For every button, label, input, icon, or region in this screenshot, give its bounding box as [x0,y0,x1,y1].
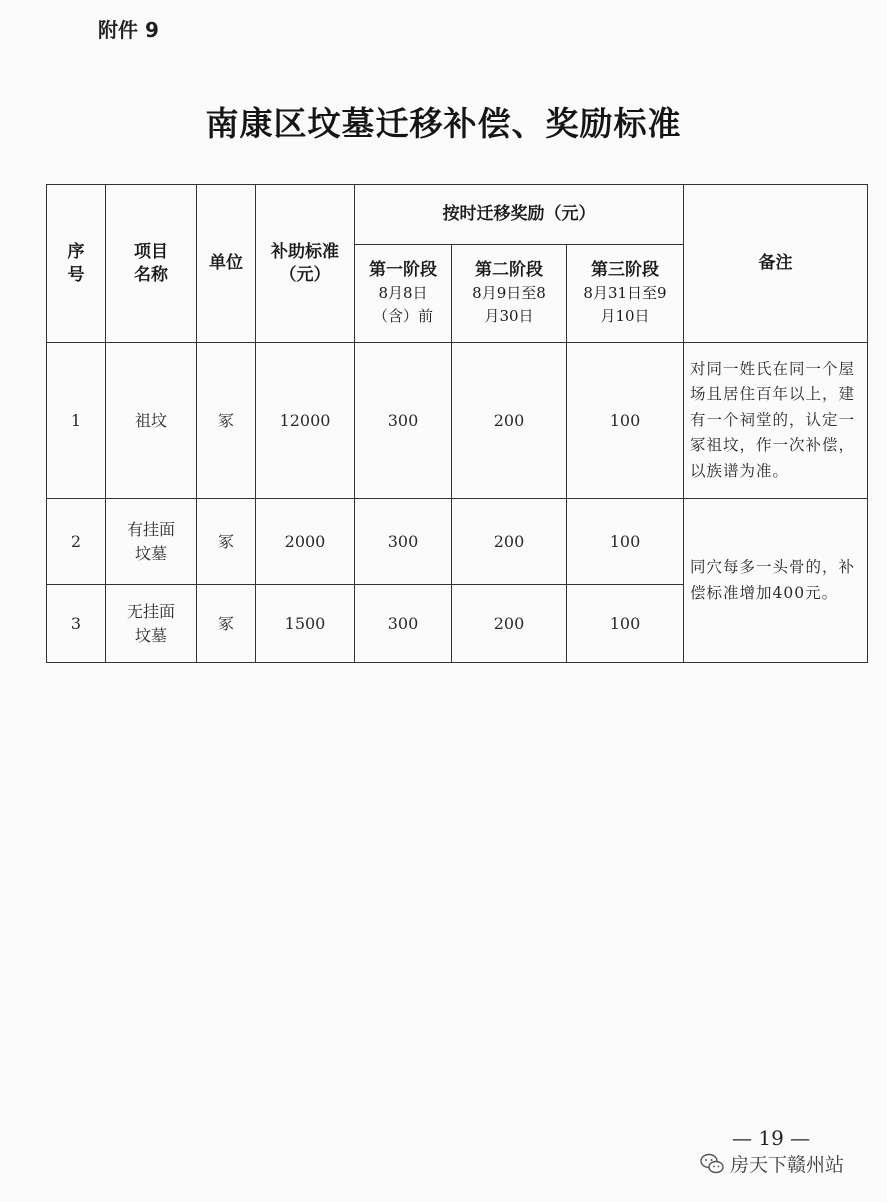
row2-stage3: 100 [567,499,684,585]
row3-stage2: 200 [452,585,567,663]
row3-stage1: 300 [355,585,452,663]
header-stage2 [452,245,567,343]
header-remarks: 备注 [684,185,868,343]
attachment-label: 附件 9 [98,18,159,42]
wechat-icon [700,1153,724,1175]
row1-stage1: 300 [355,343,452,499]
row1-item: 祖坟 [106,343,197,499]
document-title: 南康区坟墓迁移补偿、奖励标准 [205,104,682,143]
header-subsidy: 补助标准（元） [256,185,355,343]
row1-subsidy: 12000 [256,343,355,499]
row1-stage3: 100 [567,343,684,499]
header-item: 项目名称 [106,185,197,343]
watermark [700,1150,844,1177]
header-reward-group: 按时迁移奖励（元） [355,185,684,245]
header-stage3 [567,245,684,343]
row3-unit: 冢 [197,585,256,663]
row1-seq: 1 [47,343,106,499]
watermark-text: 房天下赣州站 [730,1154,845,1176]
header-stage1 [355,245,452,343]
row1-stage2: 200 [452,343,567,499]
row2-remark: 同穴每多一头骨的，补偿标准增加400元。 [684,499,868,663]
row2-unit: 冢 [197,499,256,585]
row2-subsidy: 2000 [256,499,355,585]
row2-item: 有挂面坟墓 [106,499,197,585]
row3-subsidy: 1500 [256,585,355,663]
table-row [47,499,868,585]
header-unit: 单位 [197,185,256,343]
row2-seq: 2 [47,499,106,585]
row3-item: 无挂面坟墓 [106,585,197,663]
header-seq: 序号 [47,185,106,343]
row1-remark: 对同一姓氏在同一个屋场且居住百年以上，建有一个祠堂的，认定一冢祖坟，作一次补偿，以族谱为准。 [684,343,868,499]
table-row [47,343,868,499]
row1-unit: 冢 [197,343,256,499]
stage3-date: 8月31日至9月10日 [583,283,667,325]
row3-seq: 3 [47,585,106,663]
row2-stage1: 300 [355,499,452,585]
stage1-title: 第一阶段 [369,259,437,280]
stage3-title: 第三阶段 [591,259,659,280]
stage2-title: 第二阶段 [475,259,543,280]
page-number: — 19 — [732,1126,811,1150]
row2-stage2: 200 [452,499,567,585]
compensation-table [46,184,868,663]
stage2-date: 8月9日至8月30日 [472,283,546,325]
row3-stage3: 100 [567,585,684,663]
stage1-date: 8月8日（含）前 [372,283,433,325]
